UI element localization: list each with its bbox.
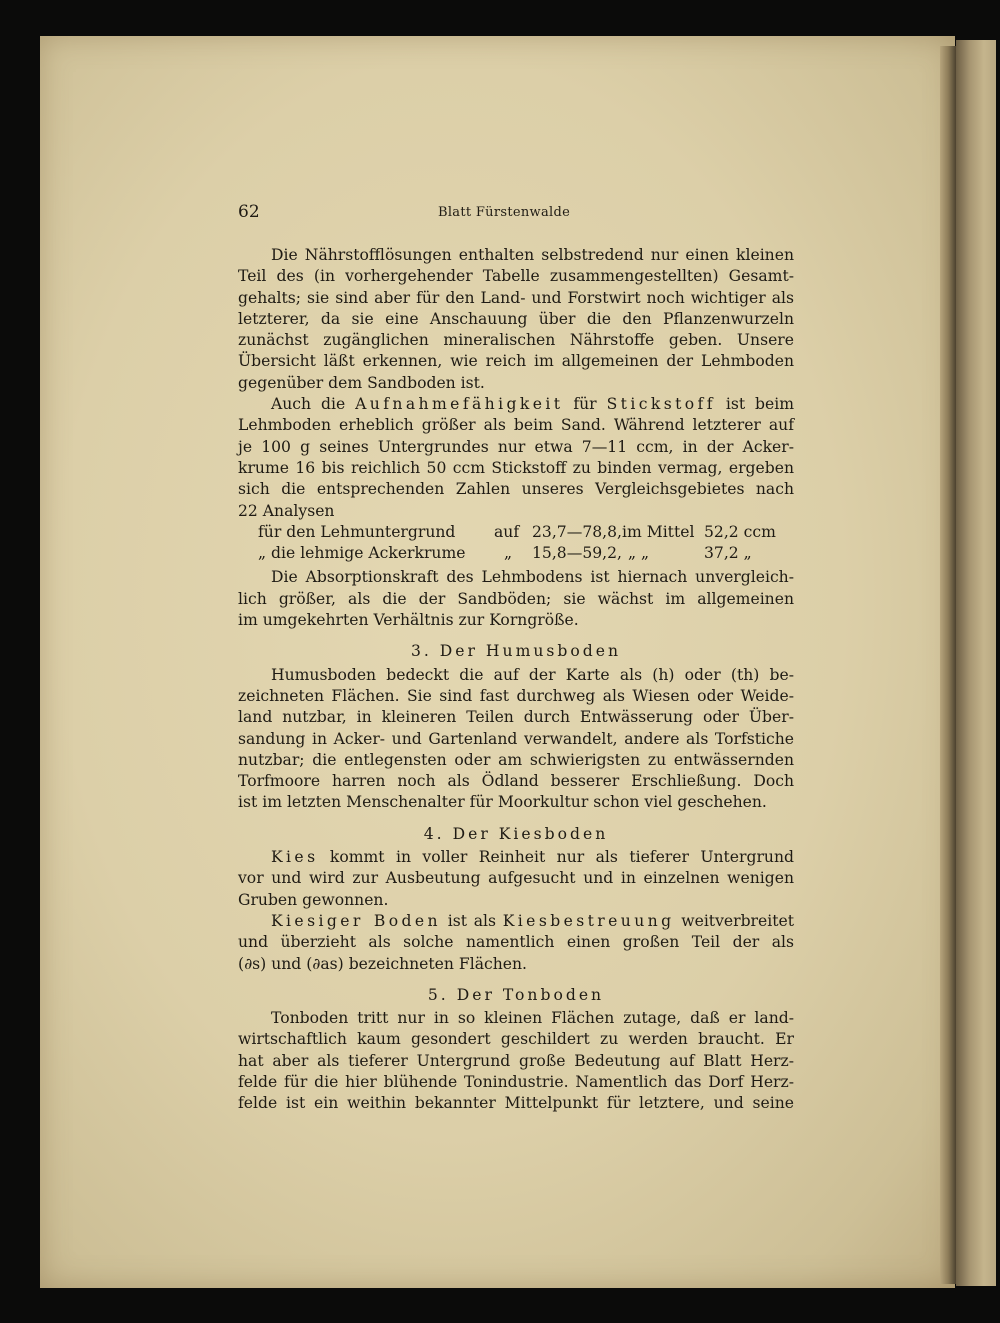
table-row [238,522,794,543]
text-line: sich die entsprechenden Zahlen unseres Vergleichsgebietes nach [238,480,794,499]
text-line: nutzbar; die entlegensten oder am schwierigsten zu entwässernden [238,750,794,769]
text-line: Kies kommt in voller Reinheit nur als tieferer Untergrund [271,848,794,867]
facing-page-edge [956,40,996,1286]
table-prep: „ [504,544,513,563]
table-value: 52,2 ccm [704,522,776,541]
text-line: lich größer, als die der Sandböden; sie wächst im allgemeinen [238,589,794,608]
text-line: Die Absorptionskraft des Lehmbodens ist hiernach unvergleich- [271,568,794,587]
table-row [238,543,794,564]
spaced-term: Kiesbestreuung [502,911,675,930]
table-range: 15,8—59,2, [532,544,622,563]
text-line: ist im letzten Menschenalter für Moorkultur schon viel geschehen. [238,793,767,812]
table-prep: auf [494,522,520,541]
text-line: krume 16 bis reichlich 50 ccm Stickstoff zu binden vermag, ergeben [238,458,794,477]
spaced-term: Kies [271,848,319,867]
table-mid: im Mittel [622,522,695,541]
running-title: Blatt Fürstenwalde [438,205,571,220]
text-line: und überzieht als solche namentlich einen großen Teil der als [238,933,794,952]
text-line: gehalts; sie sind aber für den Land- und Forstwirt noch wichtiger als [238,288,794,307]
text-line: Auch die Aufnahmefähigkeit für Stickstoff ist beim [271,395,795,414]
paragraph-tonboden [238,1008,794,1114]
paragraph-humusboden [238,665,794,814]
text-line: felde für die hier blühende Tonindustrie. Namentlich das Dorf Herz- [238,1072,794,1091]
spaced-term: Aufnahmefähigkeit [355,395,564,414]
text-line: land nutzbar, in kleineren Teilen durch Entwässerung oder Über- [238,708,794,727]
text-line: im umgekehrten Verhältnis zur Korngröße. [238,611,579,630]
paragraph-stickstoff [238,394,794,522]
text-line: Tonboden tritt nur in so kleinen Flächen zutage, daß er land- [271,1009,794,1028]
section-heading-tonboden: 5. Der Tonboden [427,985,605,1004]
text-line: Humusboden bedeckt die auf der Karte als (h) oder (th) be- [271,665,794,684]
spaced-term: Kiesiger Boden [271,911,441,930]
section-heading-humusboden: 3. Der Humusboden [410,642,622,661]
text-line: wirtschaftlich kaum gesondert geschildert zu werden braucht. Er [238,1030,794,1049]
table-mid: „ „ [628,544,650,563]
text-line: Teil des (in vorhergehender Tabelle zusammengestellten) Gesamt- [238,267,794,286]
text-line: Gruben gewonnen. [238,890,389,909]
text-line: 22 Analysen [238,501,335,520]
text-line: (∂s) und (∂as) bezeichneten Flächen. [238,954,527,973]
table-value: 37,2 „ [704,544,752,563]
absorption-table [238,522,794,565]
page-header [238,202,794,224]
text-line: Kiesiger Boden ist als Kiesbestreuung weitverbreitet [271,911,794,930]
paragraph-naehrstoffloesungen [238,245,794,394]
section-heading-kiesboden: 4. Der Kiesboden [423,824,609,843]
text-line: Übersicht läßt erkennen, wie reich im allgemeinen der Lehmboden [238,352,794,371]
text-line: zeichneten Flächen. Sie sind fast durchweg als Wiesen oder Weide- [238,686,794,705]
table-range: 23,7—78,8, [532,522,622,541]
paragraph-absorptionskraft [238,567,794,631]
paragraph-kies [238,847,794,911]
spaced-term: Stickstoff [606,395,716,414]
table-label: „ die lehmige Ackerkrume [258,544,466,563]
page-text [238,202,794,1115]
text-line: Lehmboden erheblich größer als beim Sand. Während letzterer auf [238,416,794,435]
text-line: Torfmoore harren noch als Ödland besserer Erschließung. Doch [238,772,794,791]
table-label: für den Lehmuntergrund [258,522,456,541]
paragraph-kiesiger-boden [238,911,794,975]
page-number: 62 [238,202,260,222]
text-line: hat aber als tieferer Untergrund große Bedeutung auf Blatt Herz- [238,1051,794,1070]
text-line: letzterer, da sie eine Anschauung über die den Pflanzenwurzeln [238,309,794,328]
text-line: gegenüber dem Sandboden ist. [238,373,485,392]
text-line: sandung in Acker- und Gartenland verwandelt, andere als Torfstiche [238,729,794,748]
text-line: Die Nährstofflösungen enthalten selbstredend nur einen kleinen [271,246,794,264]
text-line: zunächst zugänglichen mineralischen Nährstoffe geben. Unsere [238,331,794,350]
text-line: je 100 g seines Untergrundes nur etwa 7—11 ccm, in der Acker- [238,437,794,456]
text-line: vor und wird zur Ausbeutung aufgesucht und in einzelnen wenigen [238,869,794,888]
text-line: felde ist ein weithin bekannter Mittelpunkt für letztere, und seine [238,1094,794,1113]
